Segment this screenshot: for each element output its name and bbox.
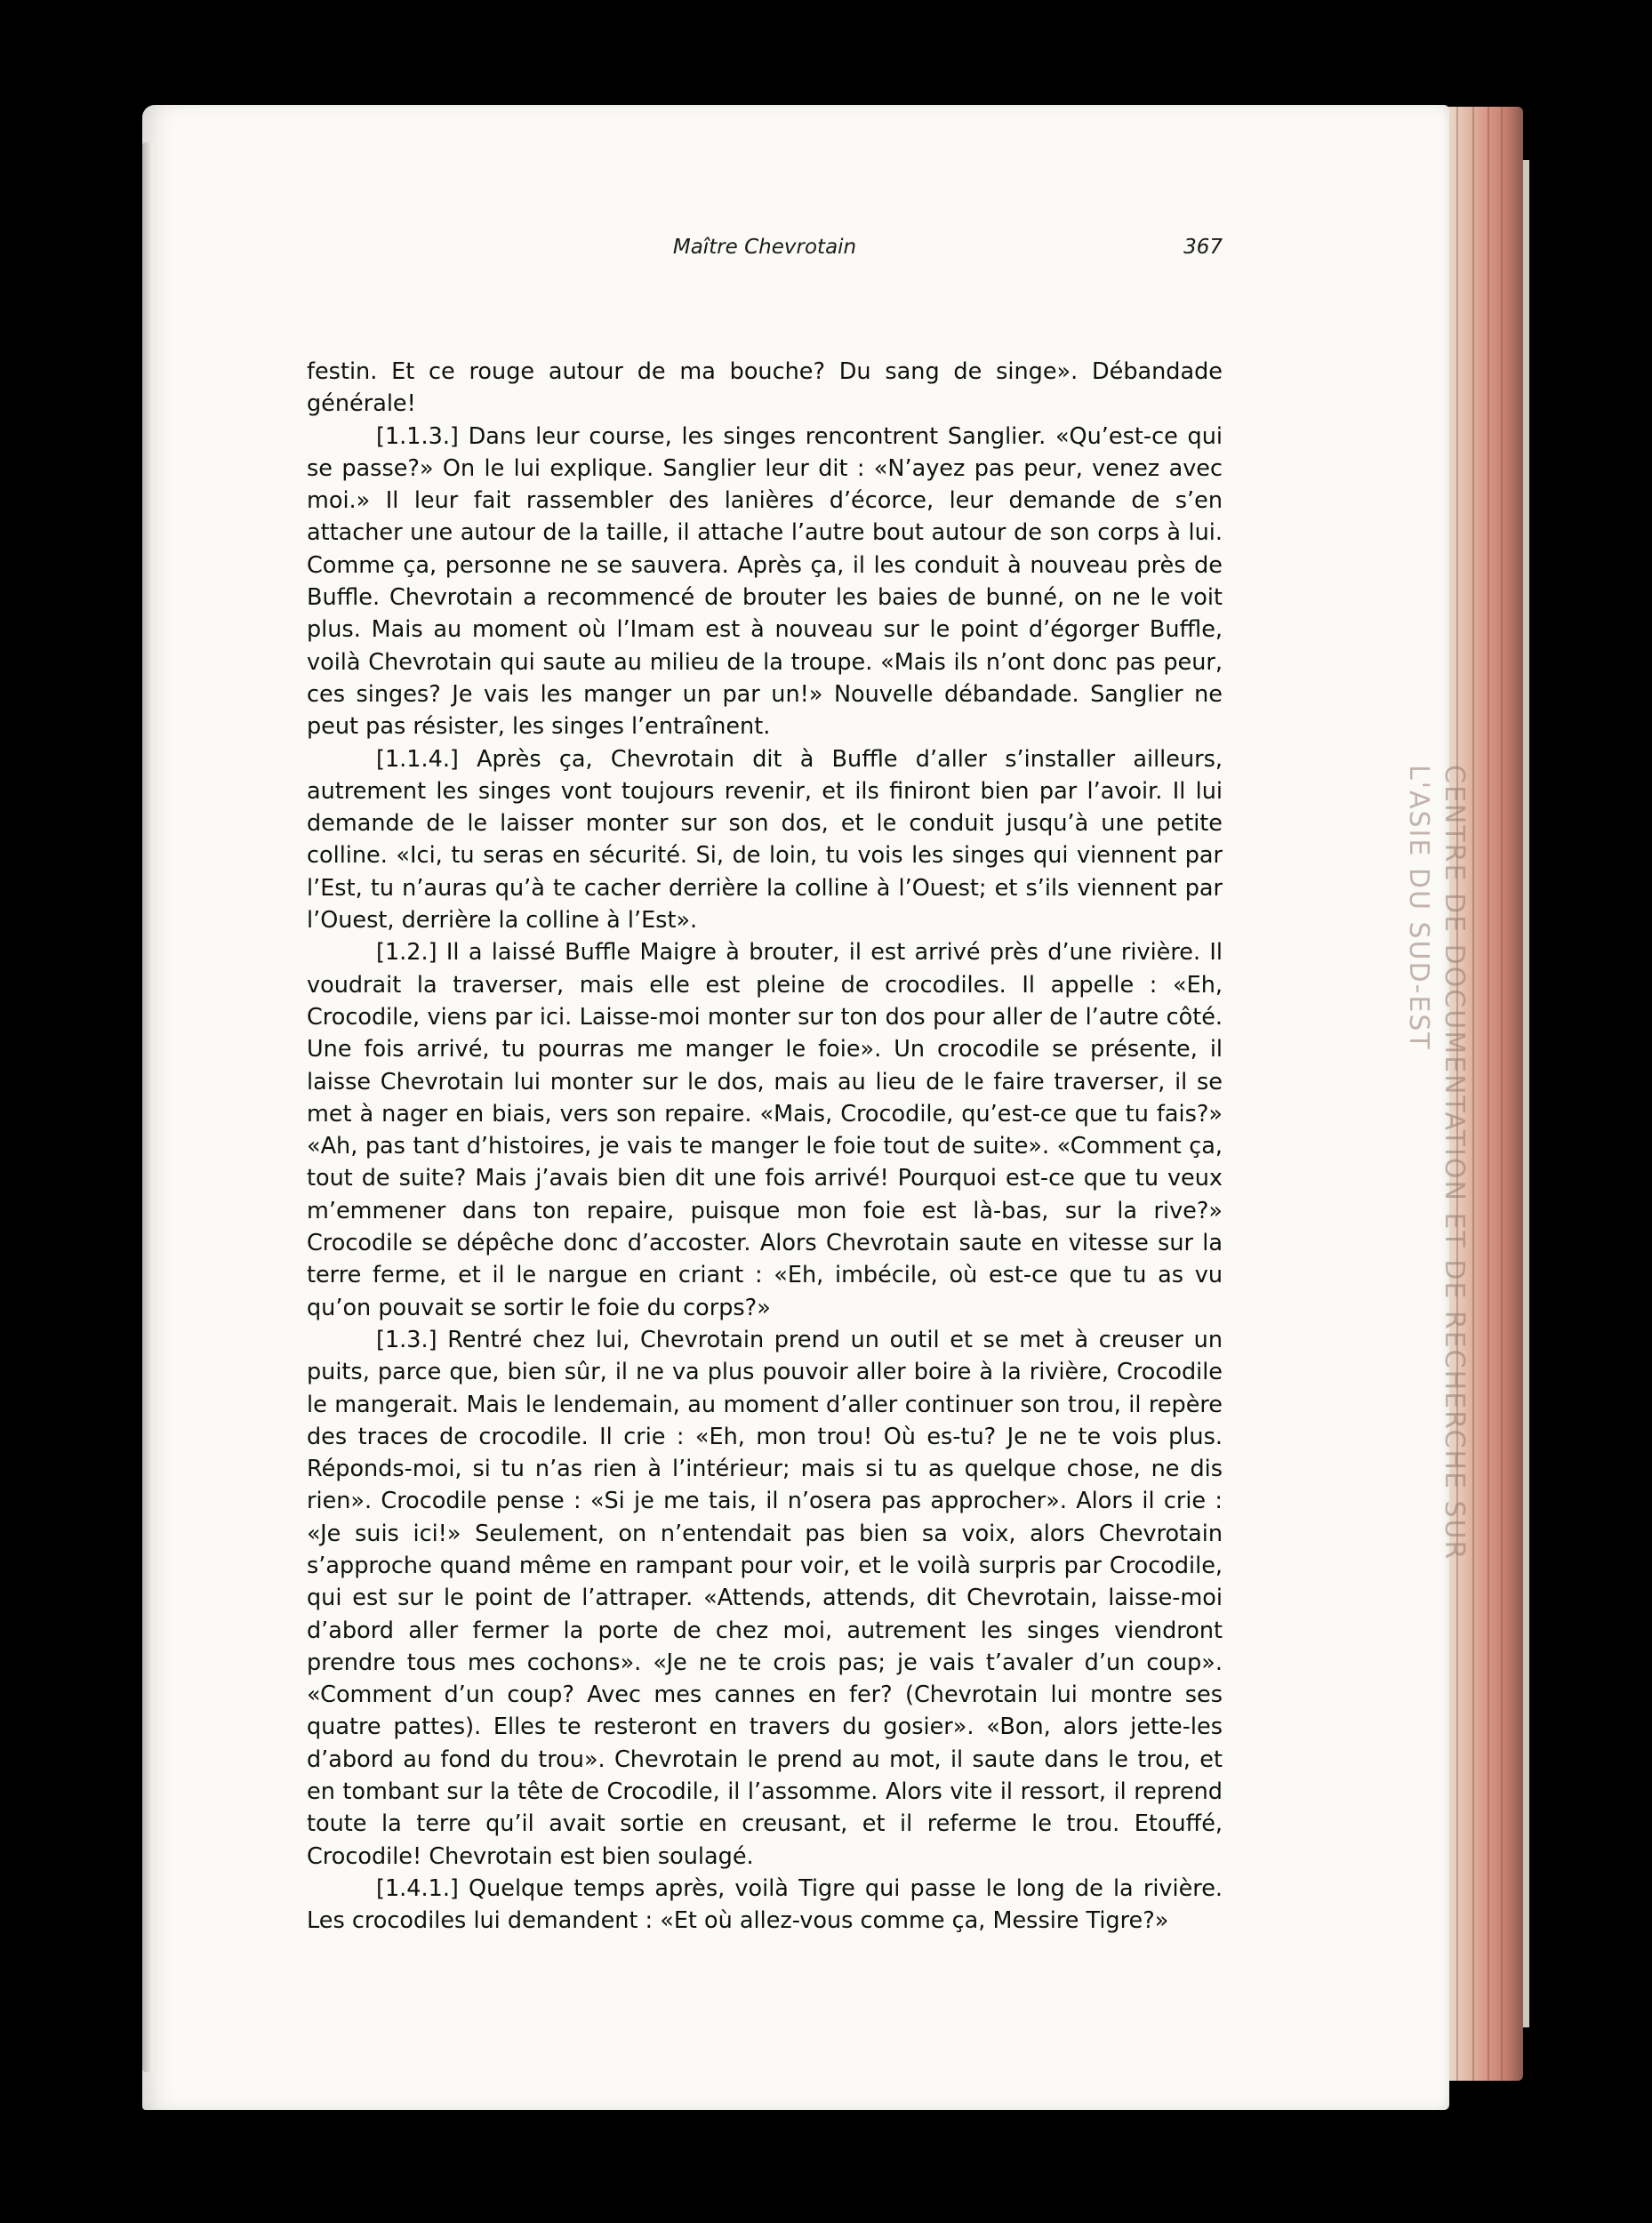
paragraph: [1.1.4.] Après ça, Chevrotain dit à Buffle d’aller s’installer ailleurs, autrement les singes vont toujours revenir, et ils finiront bien par l’avoir. Il lui demande de le laisser monter sur son dos, et le conduit jusqu’à une petite colline. «Ici, tu seras en sécurité. Si, de loin, tu vois les singes qui viennent par l’Est, tu n’auras qu’à te cacher derrière la colline à l’Ouest; et s’ils viennent par l’Ouest, derrière la colline à l’Est». bbox=[307, 745, 1223, 935]
paragraph: [1.1.3.] Dans leur course, les singes rencontrent Sanglier. «Qu’est-ce qui se passe?» On le lui explique. Sanglier leur dit : «N’ayez pas peur, venez avec moi.» Il leur fait rassembler des lanières d’écorce, leur demande de s’en attacher une autour de la taille, il attache l’autre bout autour de son corps à lui. Comme ça, personne ne se sauvera. Après ça, il les conduit à nouveau près de Buffle. Chevrotain a recommencé de brouter les baies de bunné, on ne le voit plus. Mais au moment où l’Imam est à nouveau sur le point d’égorger Buffle, voilà Chevrotain qui saute au milieu de la troupe. «Mais ils n’ont donc pas peur, ces singes? Je vais les manger un par un!» Nouvelle débandade. Sanglier ne peut pas résister, les singes l’entraînent. bbox=[307, 422, 1223, 741]
paragraph: [1.3.] Rentré chez lui, Chevrotain prend un outil et se met à creuser un puits, parce que, bien sûr, il ne va plus pouvoir aller boire à la rivière, Crocodile le mangerait. Mais le lendemain, au moment d’aller continuer son trou, il repère des traces de crocodile. Il crie : «Eh, mon trou! Où es-tu? Je ne te vois plus. Réponds-moi, si tu n’as rien à l’intérieur; mais si tu as quelque chose, ne dis rien». Crocodile pense : «Si je me tais, il n’osera pas approcher». Alors il crie : «Je suis ici!» Seulement, on n’entendait pas bien sa voix, alors Chevrotain s’approche quand même en rampant pour voir, et le voilà surpris par Crocodile, qui est sur le point de l’attraper. «Attends, attends, dit Chevrotain, laisse-moi d’abord aller fermer la porte de chez moi, autrement les singes viendront prendre tous mes cochons». «Je ne te crois pas; je vais t’avaler d’un coup». «Comment d’un coup? Avec mes cannes en fer? (Chevrotain lui montre ses quatre pattes). Elles te resteront en travers du gosier». «Bon, alors jette-les d’abord au fond du trou». Chevrotain le prend au mot, il saute dans le trou, et en tombant sur la tête de Crocodile, il l’assomme. Alors vite il ressort, il reprend toute la terre qu’il avait sortie en creusant, et il referme le trou. Etouffé, Crocodile! Chevrotain est bien soulagé. bbox=[307, 1326, 1223, 1870]
body-text bbox=[307, 356, 1223, 1947]
page-number: 367 bbox=[1183, 236, 1223, 259]
running-title: Maître Chevrotain bbox=[672, 236, 857, 259]
page-gutter bbox=[142, 142, 153, 2072]
page-header bbox=[307, 236, 1223, 271]
paragraph: festin. Et ce rouge autour de ma bouche? Du sang de singe». Débandade générale! bbox=[307, 358, 1223, 418]
paragraph: [1.2.] Il a laissé Buffle Maigre à brouter, il est arrivé près d’une rivière. Il voudrait la traverser, mais elle est pleine de crocodiles. Il appelle : «Eh, Crocodile, viens par ici. Laisse-moi monter sur ton dos pour aller de l’autre côté. Une fois arrivé, tu pourras me manger le foie». Un crocodile se présente, il laisse Chevrotain lui monter sur le dos, mais au lieu de le faire traverser, il se met à nager en biais, vers son repaire. «Mais, Crocodile, qu’est-ce que tu fais?» «Ah, pas tant d’histoires, je vais te manger le foie tout de suite». «Comment ça, tout de suite? Mais j’avais bien dit une fois arrivé! Pourquoi est-ce que tu veux m’emmener dans ton repaire, puisque mon foie est là-bas, sur la rive?» Crocodile se dépêche donc d’accoster. Alors Chevrotain saute en vitesse sur la terre ferme, et il le nargue en criant : «Eh, imbécile, où est-ce que tu as vu qu’on pouvait se sortir le foie du corps?» bbox=[307, 939, 1223, 1321]
side-stamp: CENTRE DE DOCUMENTATION ET DE RECHERCHE SUR L'ASIE DU SUD-EST bbox=[1403, 765, 1470, 1561]
paragraph: [1.4.1.] Quelque temps après, voilà Tigre qui passe le long de la rivière. Les crocodiles lui demandent : «Et où allez-vous comme ça, Messire Tigre?» bbox=[307, 1874, 1223, 1935]
